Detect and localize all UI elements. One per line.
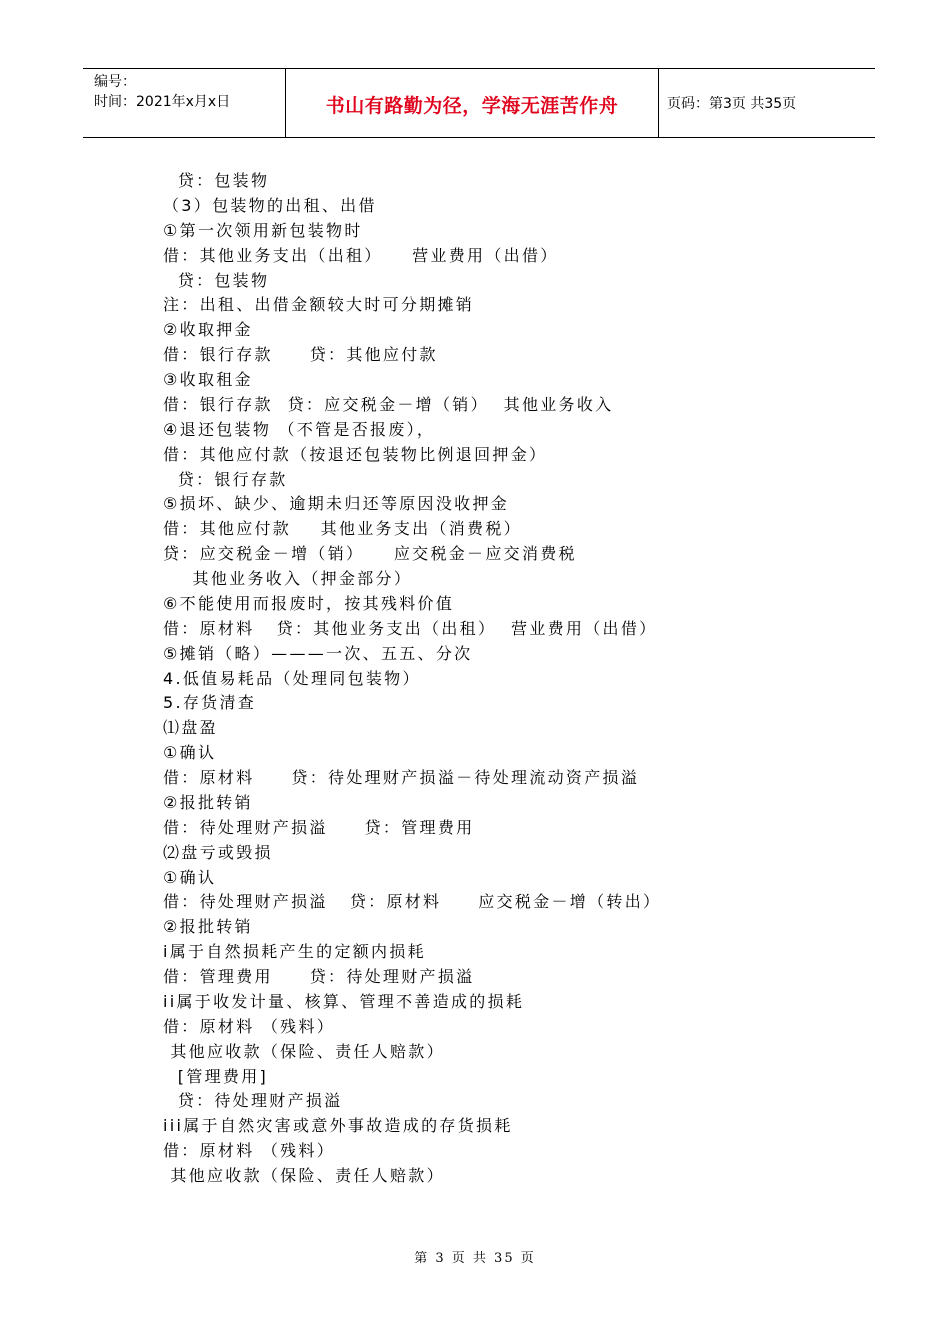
body-line: 借：其他应付款（按退还包装物比例退回押金） bbox=[163, 444, 548, 464]
body-line: 借：银行存款 贷：应交税金－增（销） 其他业务收入 bbox=[163, 394, 614, 414]
body-line: 借：其他业务支出（出租） 营业费用（出借） bbox=[163, 245, 559, 265]
body-line: 借：银行存款 贷：其他应付款 bbox=[163, 345, 438, 365]
body-line: 借：管理费用 贷：待处理财产损溢 bbox=[163, 967, 475, 986]
body-line: ①确认 bbox=[163, 867, 217, 887]
body-line: 贷：包装物 bbox=[163, 171, 270, 190]
body-line: iii属于自然灾害或意外事故造成的存货损耗 bbox=[163, 1116, 513, 1136]
header-motto: 书山有路勤为径，学海无涯苦作舟 bbox=[325, 95, 619, 117]
body-line: 贷：应交税金－增（销） 应交税金－应交消费税 bbox=[163, 544, 577, 564]
document-number-label: 编号： bbox=[94, 74, 136, 90]
body-line: ⑵盘亏或毁损 bbox=[163, 842, 273, 862]
body-line: ③收取租金 bbox=[163, 370, 253, 389]
body-line: ①确认 bbox=[163, 743, 217, 763]
body-line: ⑴盘盈 bbox=[163, 718, 218, 738]
document-body bbox=[163, 169, 883, 1189]
body-line: ②报批转销 bbox=[163, 792, 253, 812]
body-line: 其他业务收入（押金部分） bbox=[163, 569, 413, 588]
body-line: ii属于收发计量、核算、管理不善造成的损耗 bbox=[163, 991, 525, 1011]
header-meta-cell bbox=[83, 69, 285, 137]
page-header bbox=[83, 68, 875, 138]
body-line: 借：原材料 （残料） bbox=[163, 1016, 336, 1036]
body-line: ②报批转销 bbox=[163, 917, 253, 937]
body-line: 借：待处理财产损溢 贷：原材料 应交税金－增（转出） bbox=[163, 892, 662, 912]
body-line: ①第一次领用新包装物时 bbox=[163, 220, 363, 240]
document-date-label: 时间：2021年x月x日 bbox=[94, 94, 231, 110]
body-line: ⑤摊销（略）———一次、五五、分次 bbox=[163, 643, 473, 663]
body-line: 贷：银行存款 bbox=[163, 469, 288, 489]
body-line: 贷：待处理财产损溢 bbox=[163, 1091, 343, 1111]
body-line: 其他应收款（保险、责任人赔款） bbox=[163, 1166, 445, 1185]
body-line: ②收取押金 bbox=[163, 320, 253, 340]
header-page-info: 页码：第3页 共35页 bbox=[667, 96, 797, 112]
body-line: 5.存货清查 bbox=[163, 693, 257, 713]
body-line: [管理费用] bbox=[163, 1066, 269, 1086]
header-page-cell bbox=[659, 69, 875, 137]
body-line: 借：原材料 贷：其他业务支出（出租） 营业费用（出借） bbox=[163, 618, 658, 638]
body-line: ⑤损坏、缺少、逾期未归还等原因没收押金 bbox=[163, 494, 510, 514]
page-footer: 第 3 页 共 35 页 bbox=[414, 1251, 536, 1266]
body-line: i属于自然损耗产生的定额内损耗 bbox=[163, 942, 426, 962]
body-line: 贷：包装物 bbox=[163, 270, 270, 290]
body-line: 借：其他应付款 其他业务支出（消费税） bbox=[163, 519, 522, 539]
body-line: 其他应收款（保险、责任人赔款） bbox=[163, 1041, 445, 1061]
body-line: 4.低值易耗品（处理同包装物） bbox=[163, 668, 421, 688]
body-line: 借：原材料 贷：待处理财产损溢－待处理流动资产损溢 bbox=[163, 768, 640, 787]
body-line: （3）包装物的出租、出借 bbox=[163, 195, 377, 215]
body-line: 借：原材料 （残料） bbox=[163, 1141, 336, 1161]
body-line: 注：出租、出借金额较大时可分期摊销 bbox=[163, 295, 475, 315]
header-motto-cell bbox=[285, 69, 659, 137]
body-line: ⑥不能使用而报废时，按其残料价值 bbox=[163, 593, 455, 613]
body-line: ④退还包装物 （不管是否报废）， bbox=[163, 419, 436, 439]
body-line: 借：待处理财产损溢 贷：管理费用 bbox=[163, 817, 475, 837]
